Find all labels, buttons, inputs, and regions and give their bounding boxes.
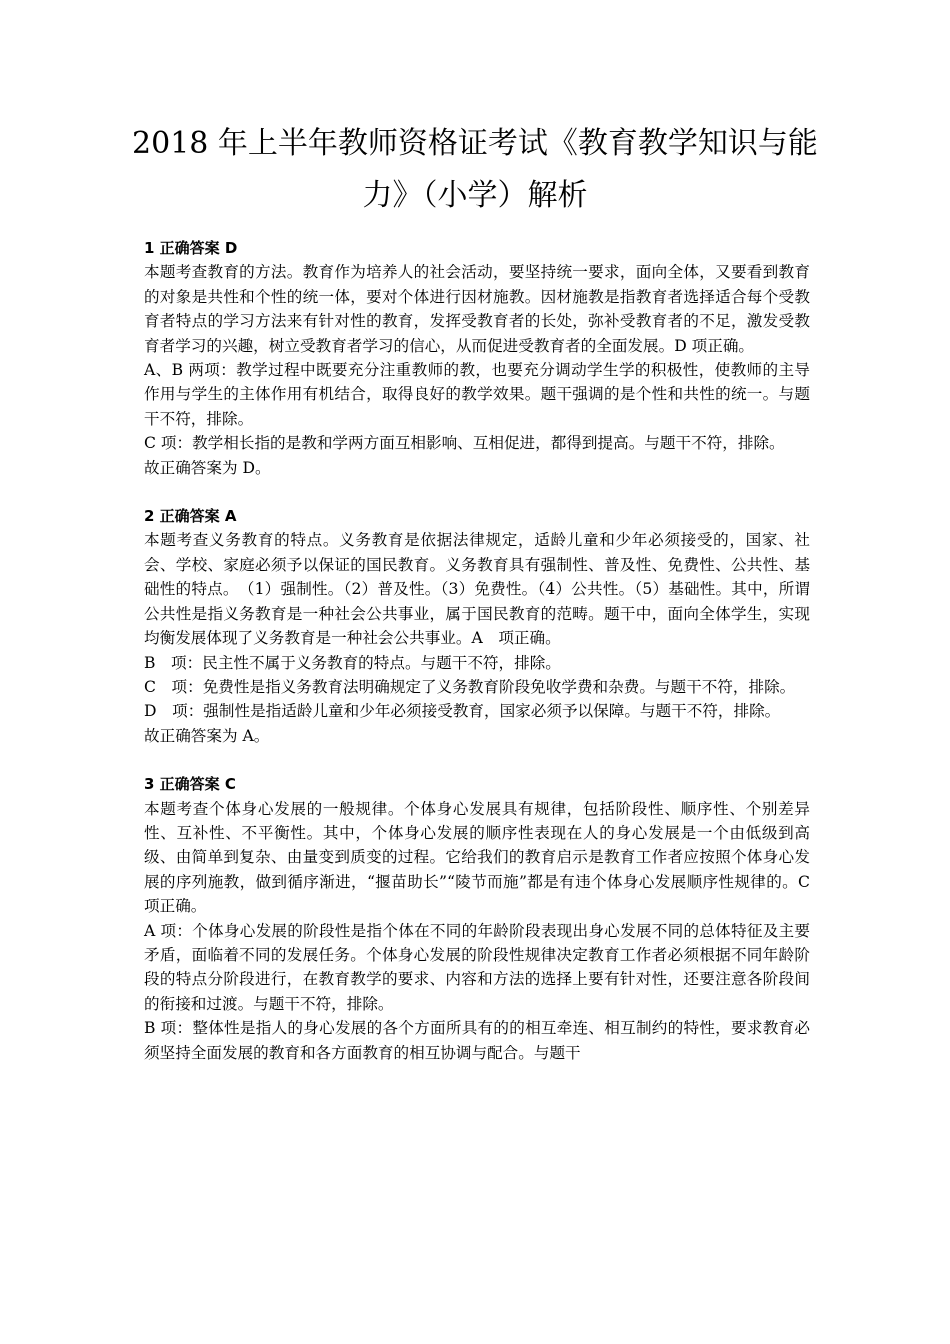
- page-title: [120, 118, 830, 222]
- paragraph: 本题考查教育的方法。教育作为培养人的社会活动，要坚持统一要求，面向全体，又要看到教育的对象是共性和个性的统一体，要对个体进行因材施教。因材施教是指教育者选择适合每个受教育者特点的学习方法来有针对性的教育，发挥受教育者的长处，弥补受教育者的不足，激发受教育者学习的兴趣，树立受教育者学习的信心，从而促进受教育者的全面发展。D 项正确。: [144, 263, 810, 355]
- paragraph: A 项：个体身心发展的阶段性是指个体在不同的年龄阶段表现出身心发展不同的总体特征及主要矛盾，面临着不同的发展任务。个体身心发展的阶段性规律决定教育工作者必须根据不同年龄阶段的特点分阶段进行，在教育教学的要求、内容和方法的选择上要有针对性，还要注意各阶段间的衔接和过渡。与题干不符，排除。: [144, 921, 810, 1013]
- paragraph: A、B 两项：教学过程中既要充分注重教师的教，也要充分调动学生学的积极性，使教师的主导作用与学生的主体作用有机结合，取得良好的教学效果。题干强调的是个性和共性的统一。与题干不符，排除。: [144, 361, 810, 428]
- paragraph: C 项：免费性是指义务教育法明确规定了义务教育阶段免收学费和杂费。与题干不符，排除。: [144, 677, 796, 696]
- document-body: [144, 236, 810, 1089]
- question-section-1: [144, 236, 810, 480]
- question-heading: 3 正确答案 C: [144, 775, 236, 794]
- paragraph: D 项：强制性是指适龄儿童和少年必须接受教育，国家必须予以保障。与题干不符，排除。: [144, 702, 781, 721]
- question-heading: 1 正确答案 D: [144, 239, 238, 257]
- title-line-1: 2018 年上半年教师资格证考试《教育教学知识与能: [132, 126, 818, 161]
- question-section-2: [144, 504, 810, 748]
- paragraph: B 项：民主性不属于义务教育的特点。与题干不符，排除。: [144, 653, 561, 672]
- paragraph: 故正确答案为 A。: [144, 726, 270, 745]
- paragraph: 故正确答案为 D。: [144, 458, 271, 477]
- paragraph: 本题考查个体身心发展的一般规律。个体身心发展具有规律，包括阶段性、顺序性、个别差异性、互补性、不平衡性。其中，个体身心发展的顺序性表现在人的身心发展是一个由低级到高级、由简单到复杂、由量变到质变的过程。它给我们的教育启示是教育工作者应按照个体身心发展的序列施教，做到循序渐进，“揠苗助长”“陵节而施”都是有违个体身心发展顺序性规律的。C 项正确。: [144, 799, 810, 916]
- paragraph: B 项：整体性是指人的身心发展的各个方面所具有的的相互牵连、相互制约的特性，要求教育必须坚持全面发展的教育和各方面教育的相互协调与配合。与题干: [144, 1019, 810, 1062]
- question-section-3: [144, 772, 810, 1065]
- question-heading: 2 正确答案 A: [144, 507, 237, 526]
- paragraph: 本题考查义务教育的特点。义务教育是依据法律规定，适龄儿童和少年必须接受的，国家、社会、学校、家庭必须予以保证的国民教育。义务教育具有强制性、普及性、免费性、公共性、基础性的特点。 （1）强制性。（2）普及性。（3）免费性。（4）公共性。（5）基础性。其中，所谓公共性是指义务教育是一种社会公共事业，属于国民教育的范畴。题干中，面向全体学生，实现均衡发展体现了义务教育是一种社会公共事业。A 项正确。: [144, 531, 810, 648]
- paragraph: C 项：教学相长指的是教和学两方面互相影响、互相促进，都得到提高。与题干不符，排除。: [144, 434, 785, 453]
- title-line-2: 力》（小学）解析: [362, 178, 588, 213]
